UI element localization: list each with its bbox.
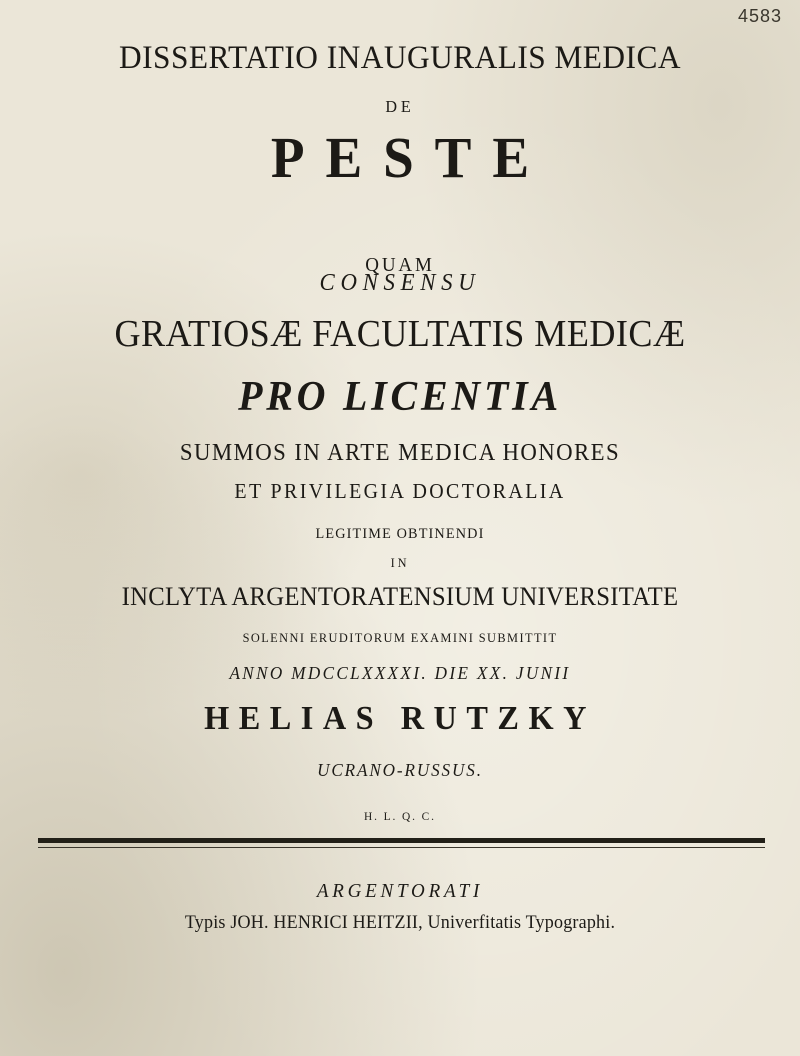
legitime-line: LEGITIME OBTINENDI xyxy=(315,526,485,542)
consensu-line: CONSENSU xyxy=(319,270,481,296)
dissertation-title: DISSERTATIO INAUGURALIS MEDICA xyxy=(119,40,681,76)
privilegia-line: ET PRIVILEGIA DOCTORALIA xyxy=(234,479,566,503)
author-name: HELIAS RUTZKY xyxy=(204,700,596,737)
date-line: ANNO MDCCLXXXXI. DIE XX. JUNII xyxy=(229,663,571,683)
university-line: INCLYTA ARGENTORATENSIUM UNIVERSITATE xyxy=(121,582,679,611)
in-line: IN xyxy=(390,555,410,570)
divider-thin xyxy=(38,847,765,848)
shelfmark-annotation: 4583 xyxy=(737,6,782,26)
author-initials: H. L. Q. C. xyxy=(364,809,436,823)
quam-line: QUAM xyxy=(365,254,435,276)
subject-heading: PESTE xyxy=(270,125,550,190)
author-origin: UCRANO-RUSSUS. xyxy=(317,760,483,780)
title-de: DE xyxy=(385,97,415,116)
pro-licentia-heading: PRO LICENTIA xyxy=(238,374,562,420)
imprint-place: ARGENTORATI xyxy=(316,880,484,902)
summos-line: SUMMOS IN ARTE MEDICA HONORES xyxy=(179,440,621,466)
faculty-line: GRATIOSÆ FACULTATIS MEDICÆ xyxy=(114,313,686,355)
solenni-line: SOLENNI ERUDITORUM EXAMINI SUBMITTIT xyxy=(242,630,558,645)
imprint-printer: Typis JOH. HENRICI HEITZII, Univerfitatis Typographi. xyxy=(184,912,616,933)
divider-thick xyxy=(38,838,765,843)
